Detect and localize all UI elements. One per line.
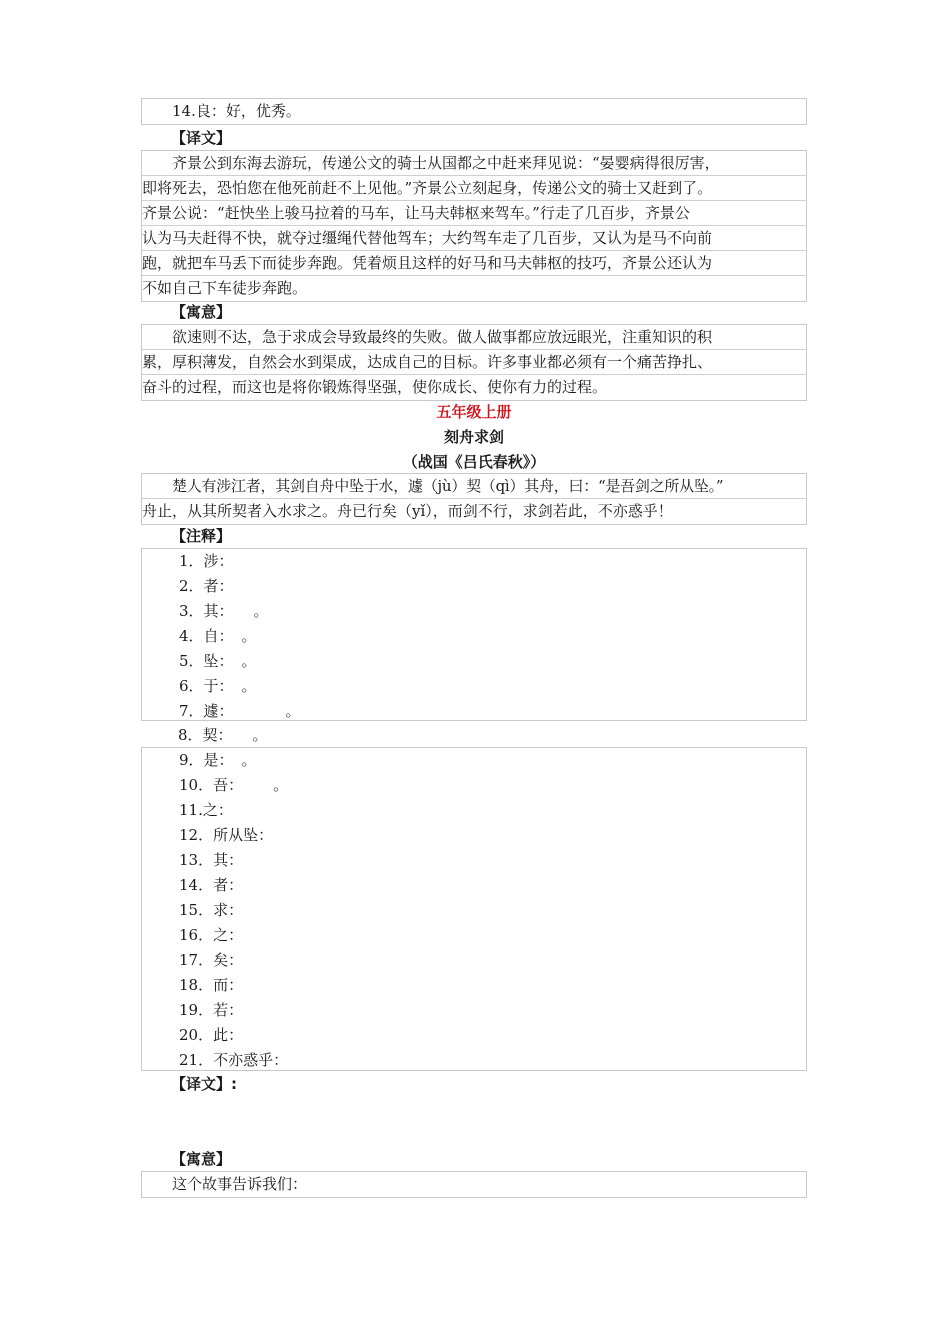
note-end: 。 [241,751,257,769]
note-item [142,923,806,948]
source-row [141,450,807,475]
note-item [142,649,806,674]
note-8-row [141,723,807,748]
grade-heading: 五年级上册 [436,403,512,421]
moral-heading-row [141,1147,807,1172]
prev-moral-box [141,324,807,401]
note-label: 20．此： [179,1026,244,1044]
note-item [142,549,806,574]
prev-translation-line: 跑，就把车马丢下而徒步奔跑。凭着烦且这样的好马和马夫韩枢的技巧，齐景公还认为 [142,251,806,276]
note-label: 8．契： [178,726,233,744]
note-item [142,1048,806,1073]
note-label: 3．其： [179,602,234,620]
classical-text-line: 楚人有涉江者，其剑自舟中坠于水，遽（jù）契（qì）其舟，曰：“是吾剑之所从坠。” [142,474,806,499]
note-end: 。 [252,726,268,744]
note-item [142,798,806,823]
note-label: 7．遽： [179,702,234,720]
note-item [142,873,806,898]
note-label: 9．是： [179,751,234,769]
prev-translation-heading: 【译文】 [171,129,232,147]
translation-heading-row [141,1072,807,1097]
notes-box-a [141,548,807,721]
prev-moral-line: 累，厚积薄发，自然会水到渠成，达成自己的目标。许多事业都必须有一个痛苦挣扎、 [142,350,806,375]
note-label: 4．自： [179,627,234,645]
note-item [142,848,806,873]
prev-translation-box [141,150,807,302]
moral-box [141,1171,807,1198]
note-label: 11.之： [179,801,233,819]
note-end: 。 [241,627,257,645]
note-label: 16．之： [179,926,244,944]
note-item [141,723,807,748]
moral-prompt: 这个故事告诉我们： [172,1175,308,1193]
note-item [142,699,806,724]
prev-moral-line: 欲速则不达，急于求成会导致最终的失败。做人做事都应放远眼光，注重知识的积 [142,325,806,350]
moral-heading: 【寓意】 [171,1150,232,1168]
note-item [142,823,806,848]
prev-moral-line: 奋斗的过程，而这也是将你锻炼得坚强，使你成长、使你有力的过程。 [142,378,608,396]
note-item [142,973,806,998]
grade-heading-row [141,400,807,425]
translation-heading: 【译文】: [171,1075,237,1093]
prev-translation-line: 齐景公说：“赶快坐上骏马拉着的马车，让马夫韩枢来驾车。”行走了几百步，齐景公 [142,201,806,226]
note-item [142,574,806,599]
notes-heading: 【注释】 [171,527,232,545]
note-end: 。 [241,677,257,695]
note-end: 。 [273,776,289,794]
note-label: 6．于： [179,677,234,695]
note-label: 15．求： [179,901,244,919]
prev-translation-line: 齐景公到东海去游玩，传递公文的骑士从国都之中赶来拜见说：“晏婴病得很厉害， [142,151,806,176]
page-title: 刻舟求剑 [443,428,504,446]
note-label: 2．者： [179,577,234,595]
note-item [142,1023,806,1048]
note-label: 10．吾： [179,776,244,794]
note-item [142,773,806,798]
note-item [142,748,806,773]
note-end: 。 [285,702,301,720]
note-label: 21．不亦惑乎： [179,1051,289,1069]
prev-translation-line: 认为马夫赶得不快，就夺过缰绳代替他驾车；大约驾车走了几百步，又认为是马不向前 [142,226,806,251]
note-item [142,599,806,624]
classical-text-line: 舟止，从其所契者入水求之。舟已行矣（yǐ），而剑不行，求剑若此，不亦惑乎！ [142,502,673,520]
prev-translation-line: 即将死去，恐怕您在他死前赶不上见他。”齐景公立刻起身，传递公文的骑士又赶到了。 [142,176,806,201]
classical-text-box [141,473,807,525]
note-end: 。 [241,652,257,670]
note-label: 5．坠： [179,652,234,670]
note-label: 12．所从坠： [179,826,274,844]
note-item [142,948,806,973]
note-item [142,898,806,923]
prev-moral-heading-row [141,300,807,325]
notes-heading-row [141,524,807,549]
prev-note-14: 14.良：好，优秀。 [172,102,301,120]
note-label: 18．而： [179,976,244,994]
note-label: 17．矣： [179,951,244,969]
note-item [142,998,806,1023]
note-label: 19．若： [179,1001,244,1019]
notes-box-b [141,747,807,1071]
note-label: 14．者： [179,876,244,894]
note-label: 1．涉： [179,552,234,570]
prev-moral-heading: 【寓意】 [171,303,232,321]
note-end: 。 [253,602,269,620]
title-row [141,425,807,450]
prev-note-box [141,98,807,125]
note-item [142,674,806,699]
prev-translation-line: 不如自己下车徒步奔跑。 [142,279,308,297]
note-label: 13．其： [179,851,244,869]
source-label: （战国《吕氏春秋》） [402,453,546,471]
note-item [142,624,806,649]
prev-translation-heading-row [141,126,807,151]
